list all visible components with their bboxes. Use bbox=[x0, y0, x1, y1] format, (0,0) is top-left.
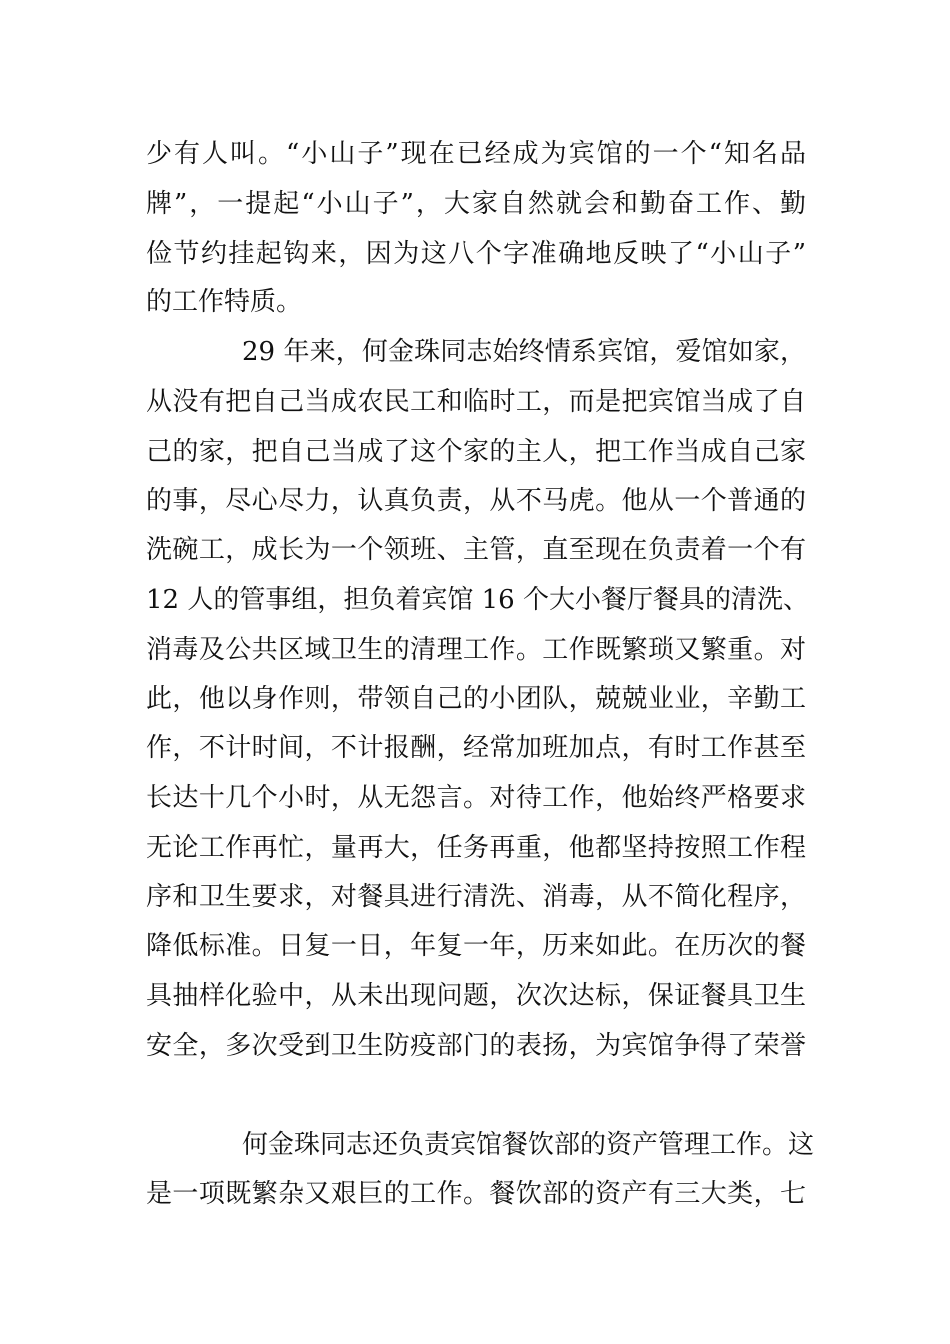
text-line: 无论工作再忙，量再大，任务再重，他都坚持按照工作程 bbox=[146, 833, 806, 863]
text-line: 少有人叫。“小山子”现在已经成为宾馆的一个“知名品 bbox=[146, 139, 806, 169]
text-line: 俭节约挂起钩来，因为这八个字准确地反映了“小山子” bbox=[146, 239, 806, 269]
text-line: 长达十几个小时，从无怨言。对待工作，他始终严格要求 bbox=[146, 783, 806, 813]
text-line: 的事，尽心尽力，认真负责，从不马虎。他从一个普通的 bbox=[146, 486, 806, 516]
text-line: 12 人的管事组，担负着宾馆 16 个大小餐厅餐具的清洗、 bbox=[146, 585, 809, 615]
text-line: 己的家，把自己当成了这个家的主人，把工作当成自己家 bbox=[146, 437, 806, 467]
text-line: 具抽样化验中，从未出现问题，次次达标，保证餐具卫生 bbox=[146, 981, 806, 1011]
text-line: 此，他以身作则，带领自己的小团队，兢兢业业，辛勤工 bbox=[146, 684, 806, 714]
text-line: 序和卫生要求，对餐具进行清洗、消毒，从不简化程序， bbox=[146, 882, 806, 912]
text-line: 安全，多次受到卫生防疫部门的表扬，为宾馆争得了荣誉 bbox=[146, 1031, 806, 1061]
text-line: 从没有把自己当成农民工和临时工，而是把宾馆当成了自 bbox=[146, 387, 806, 417]
text-line: 消毒及公共区域卫生的清理工作。工作既繁琐又繁重。对 bbox=[146, 635, 806, 665]
text-line: 是一项既繁杂又艰巨的工作。餐饮部的资产有三大类，七 bbox=[146, 1179, 806, 1209]
text-line: 作，不计时间，不计报酬，经常加班加点，有时工作甚至 bbox=[146, 733, 806, 763]
text-line: 何金珠同志还负责宾馆餐饮部的资产管理工作。这 bbox=[242, 1130, 815, 1160]
text-line: 29 年来，何金珠同志始终情系宾馆，爱馆如家， bbox=[242, 337, 806, 367]
text-line: 的工作特质。 bbox=[146, 287, 303, 317]
text-line: 降低标准。日复一日，年复一年，历来如此。在历次的餐 bbox=[146, 931, 806, 961]
text-line: 牌”，一提起“小山子”，大家自然就会和勤奋工作、勤 bbox=[146, 189, 806, 219]
text-line: 洗碗工，成长为一个领班、主管，直至现在负责着一个有 bbox=[146, 535, 806, 565]
